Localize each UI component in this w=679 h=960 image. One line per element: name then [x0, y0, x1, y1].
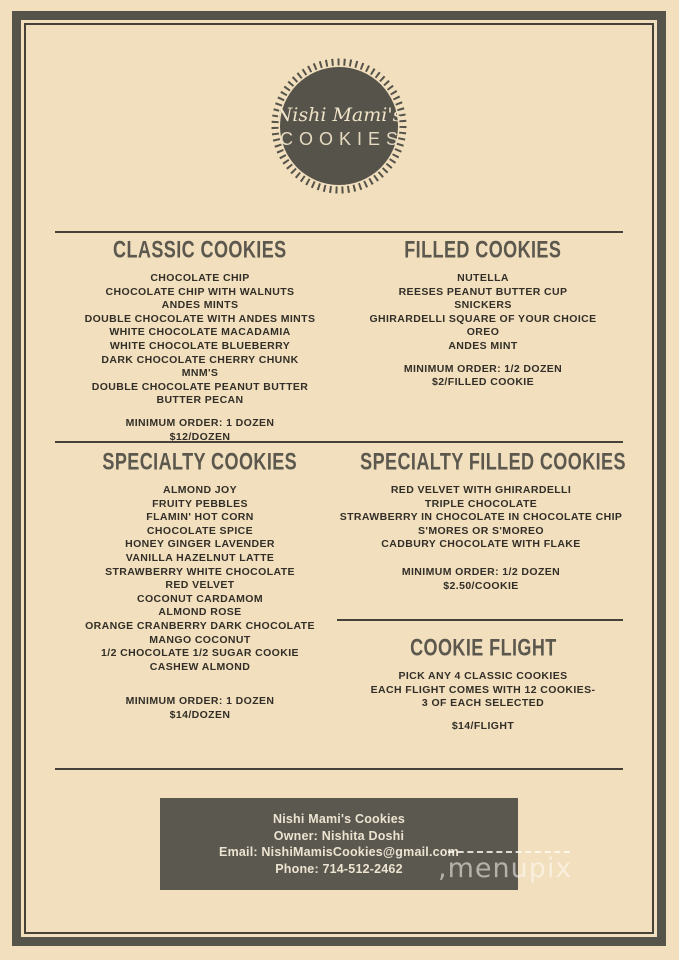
cookie-item: S'MORES OR S'MOREO — [418, 524, 544, 537]
section-cookie-flight — [333, 633, 633, 733]
cookie-item: RED VELVET WITH GHIRARDELLI — [390, 484, 572, 496]
menupix-watermark: ,menupix — [438, 853, 573, 884]
contact-line: Phone: 714-512-2462 — [275, 861, 403, 876]
cookie-item: CHOCOLATE CHIP — [150, 272, 250, 284]
cookie-item: DOUBLE CHOCOLATE WITH ANDES MINTS — [84, 312, 316, 325]
cookie-list — [333, 272, 633, 354]
cookie-item: SNICKERS — [454, 299, 512, 312]
cookie-item: CHOCOLATE CHIP WITH WALNUTS — [105, 285, 295, 298]
note-line: $2/FILLED COOKIE — [431, 376, 535, 389]
order-note — [331, 566, 631, 593]
contact-lines — [219, 811, 459, 877]
cookie-item: STRAWBERRY IN CHOCOLATE IN CHOCOLATE CHIP — [339, 511, 623, 524]
logo — [268, 55, 410, 197]
section-title: FILLED COOKIES — [404, 235, 562, 264]
cookie-item: MNM'S — [181, 367, 219, 380]
cookie-item: CASHEW ALMOND — [149, 660, 251, 673]
section-title: CLASSIC COOKIES — [113, 235, 287, 264]
cookie-item: RED VELVET — [165, 579, 235, 592]
note-line: $14/DOZEN — [169, 708, 231, 721]
divider-top — [55, 231, 623, 233]
contact-line: Owner: Nishita Doshi — [273, 828, 405, 843]
section-filled-cookies — [333, 235, 633, 390]
logo-script-name: Nishi Mami's — [275, 104, 403, 126]
cookie-item: 1/2 CHOCOLATE 1/2 SUGAR COOKIE — [101, 647, 299, 660]
cookie-item: REESES PEANUT BUTTER CUP — [398, 285, 568, 298]
contact-line: Nishi Mami's Cookies — [272, 812, 405, 826]
cookie-item: CHOCOLATE SPICE — [146, 524, 254, 537]
note-line: MINIMUM ORDER: 1 DOZEN — [125, 416, 275, 429]
cookie-item: DARK CHOCOLATE CHERRY CHUNK — [101, 353, 299, 366]
cookie-item: FLAMIN' HOT CORN — [146, 511, 254, 524]
note-line: $12/DOZEN — [169, 430, 231, 443]
note-line: MINIMUM ORDER: 1/2 DOZEN — [403, 362, 563, 375]
section-title: SPECIALTY FILLED COOKIES — [360, 447, 626, 476]
flight-description-line: EACH FLIGHT COMES WITH 12 COOKIES- — [370, 683, 596, 696]
cookie-item: ALMOND ROSE — [158, 606, 242, 619]
cookie-list — [331, 484, 631, 552]
section-specialty-filled-cookies — [331, 447, 631, 593]
section-title: COOKIE FLIGHT — [409, 633, 557, 662]
section-specialty-cookies — [48, 447, 352, 723]
cookie-item: VANILLA HAZELNUT LATTE — [125, 551, 275, 564]
note-line: MINIMUM ORDER: 1 DOZEN — [125, 695, 275, 708]
cookie-item: FRUITY PEBBLES — [152, 497, 248, 510]
cookie-item: HONEY GINGER LAVENDER — [125, 538, 275, 551]
note-line: $14/FLIGHT — [451, 719, 515, 732]
cookie-item: ANDES MINT — [448, 339, 518, 352]
cookie-item: ALMOND JOY — [162, 484, 237, 496]
order-note — [48, 417, 352, 444]
divider-right-column — [337, 619, 623, 621]
cookie-item: DOUBLE CHOCOLATE PEANUT BUTTER — [91, 380, 309, 393]
cookie-item: WHITE CHOCOLATE BLUEBERRY — [109, 339, 291, 352]
order-note — [333, 720, 633, 734]
divider-bottom — [55, 768, 623, 770]
order-note — [333, 363, 633, 390]
cookie-item: BUTTER PECAN — [156, 394, 244, 407]
cookie-item: WHITE CHOCOLATE MACADAMIA — [109, 326, 291, 339]
note-line: MINIMUM ORDER: 1/2 DOZEN — [401, 565, 561, 578]
cookie-item: OREO — [466, 326, 500, 339]
logo-brand-word: COOKIES — [279, 129, 405, 149]
section-title: SPECIALTY COOKIES — [102, 447, 298, 476]
cookie-item: STRAWBERRY WHITE CHOCOLATE — [105, 565, 295, 578]
flight-description-line: PICK ANY 4 CLASSIC COOKIES — [398, 670, 568, 682]
flight-description-line: 3 OF EACH SELECTED — [421, 697, 545, 710]
cookie-item: GHIRARDELLI SQUARE OF YOUR CHOICE — [369, 312, 597, 325]
cookie-item: ORANGE CRANBERRY DARK CHOCOLATE — [85, 619, 315, 632]
cookie-item: NUTELLA — [457, 272, 509, 284]
cookie-item: MANGO COCONUT — [149, 633, 251, 646]
flight-description — [333, 670, 633, 711]
cookie-item: TRIPLE CHOCOLATE — [424, 497, 538, 510]
logo-text — [268, 55, 410, 197]
cookie-item: CADBURY CHOCOLATE WITH FLAKE — [381, 538, 581, 551]
cookie-list — [48, 484, 352, 674]
note-line: $2.50/COOKIE — [443, 579, 519, 592]
cookie-item: COCONUT CARDAMOM — [137, 592, 263, 605]
cookie-item: ANDES MINTS — [161, 299, 239, 312]
section-classic-cookies — [48, 235, 352, 444]
order-note — [48, 695, 352, 722]
contact-line: Email: NishiMamisCookies@gmail.com — [219, 845, 459, 859]
cookie-list — [48, 272, 352, 408]
